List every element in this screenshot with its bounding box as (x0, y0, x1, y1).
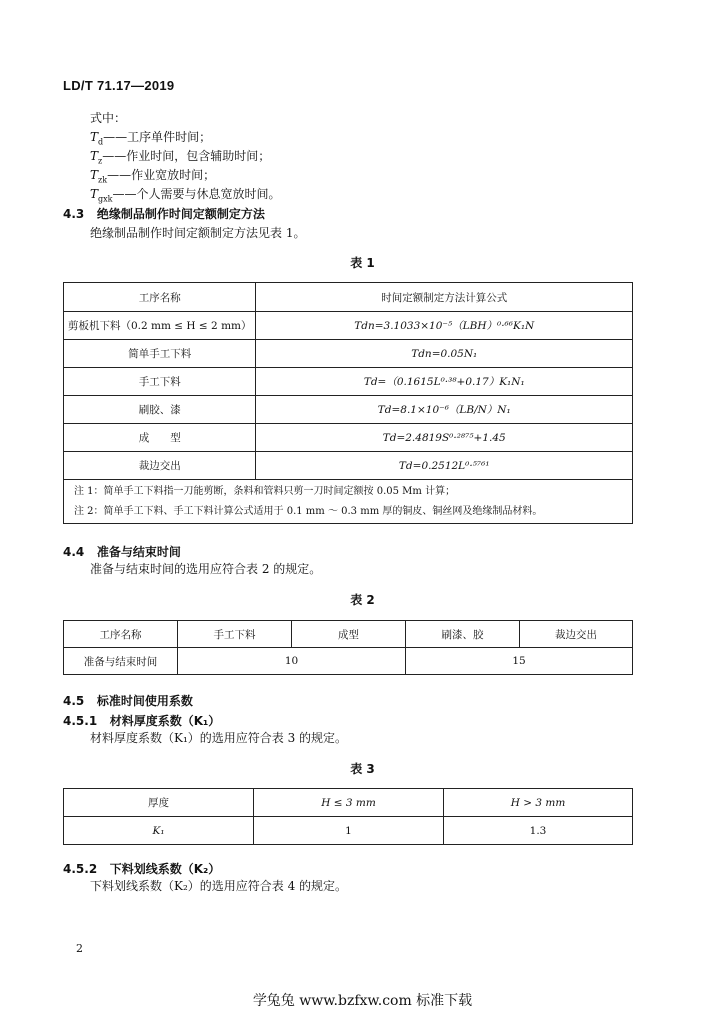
section-body-4-4: 准备与结束时间的选用应符合表 2 的规定。 (90, 562, 322, 576)
legend-item: $T_{gxk}——$个人需要与休息宽放时间。 (90, 187, 281, 204)
table-cell: 1 (254, 817, 444, 845)
table3-caption: 表 3 (350, 762, 375, 776)
header-cell: H ≤ 3 mm (254, 789, 444, 817)
legend-item: $T_d——$工序单件时间； (90, 130, 212, 147)
table-row (64, 368, 633, 396)
header-cell: 工序名称 (64, 621, 178, 648)
table1-caption: 表 1 (350, 256, 375, 270)
table-cell: 1.3 (444, 817, 633, 845)
table-cell: 刷胶、漆 (64, 396, 256, 424)
table-note: 注 2：简单手工下料、手工下料计算公式适用于 0.1 mm ～ 0.3 mm 厚的铜皮、铜丝网及绝缘制品材料。 (74, 505, 543, 517)
table-cell: K₁ (64, 817, 254, 845)
table-row (64, 312, 633, 340)
header-cell: 成型 (292, 621, 406, 648)
table-notes-row (64, 480, 633, 524)
section-body-4-5-2: 下料划线系数（K₂）的选用应符合表 4 的规定。 (90, 879, 348, 893)
section-heading-4-3: 4.3 绝缘制品制作时间定额制定方法 (63, 207, 265, 221)
table-cell: Td=0.2512L⁰·⁵⁷⁶¹ (256, 452, 633, 480)
table-cell: 裁边交出 (64, 452, 256, 480)
header-cell: 手工下料 (178, 621, 292, 648)
table1 (63, 282, 633, 524)
table-cell: Td=2.4819S⁰·²⁸⁷⁵+1.45 (256, 424, 633, 452)
header-cell: H > 3 mm (444, 789, 633, 817)
table-row (64, 452, 633, 480)
table-cell: 手工下料 (64, 368, 256, 396)
table-header-row (64, 283, 633, 312)
legend-item: $T_z——$作业时间，包含辅助时间； (90, 149, 271, 166)
table-note: 注 1：简单手工下料指一刀能剪断，条料和管料只剪一刀时间定额按 0.05 Mm 计算； (74, 485, 456, 497)
table-cell: Td=（0.1615L⁰·³⁸+0.17）K₁N₁ (256, 368, 633, 396)
footer-watermark-link[interactable]: 学兔兔 www.bzfxw.com 标准下载 (252, 993, 473, 1009)
legend-intro: 式中： (90, 111, 127, 125)
section-heading-4-5-2: 4.5.2 下料划线系数（K₂） (63, 862, 221, 876)
table2 (63, 620, 633, 675)
table-cell: Td=8.1×10⁻⁶（LB/N）N₁ (256, 396, 633, 424)
table3 (63, 788, 633, 845)
table-row (64, 648, 633, 675)
standard-code: LD/T 71.17—2019 (63, 78, 175, 93)
table2-caption: 表 2 (350, 593, 375, 607)
table-cell: 成 型 (64, 424, 256, 452)
section-heading-4-5: 4.5 标准时间使用系数 (63, 694, 193, 708)
header-cell: 厚度 (64, 789, 254, 817)
table-row (64, 340, 633, 368)
legend-item: $T_{zk}——$作业宽放时间； (90, 168, 216, 185)
table-row (64, 817, 633, 845)
table-cell: 剪板机下料（0.2 mm ≤ H ≤ 2 mm） (64, 312, 256, 340)
header-cell: 时间定额制定方法计算公式 (256, 283, 633, 312)
table-cell: 15 (406, 648, 633, 675)
header-cell: 裁边交出 (520, 621, 633, 648)
table-cell: 10 (178, 648, 406, 675)
table-cell: 简单手工下料 (64, 340, 256, 368)
section-heading-4-5-1: 4.5.1 材料厚度系数（K₁） (63, 714, 221, 728)
header-cell: 刷漆、胶 (406, 621, 520, 648)
table-header-row (64, 621, 633, 648)
header-cell: 工序名称 (64, 283, 256, 312)
table-row (64, 424, 633, 452)
table-cell: 准备与结束时间 (64, 648, 178, 675)
section-body-4-3: 绝缘制品制作时间定额制定方法见表 1。 (90, 226, 306, 240)
table-cell: Tdn=3.1033×10⁻⁵（LBH）⁰·⁶⁶K₁N (256, 312, 633, 340)
section-body-4-5-1: 材料厚度系数（K₁）的选用应符合表 3 的规定。 (90, 731, 348, 745)
section-heading-4-4: 4.4 准备与结束时间 (63, 545, 181, 559)
page-number: 2 (76, 942, 83, 955)
table-row (64, 396, 633, 424)
table-header-row (64, 789, 633, 817)
table-cell: Tdn=0.05N₁ (256, 340, 633, 368)
table-notes (64, 480, 633, 524)
